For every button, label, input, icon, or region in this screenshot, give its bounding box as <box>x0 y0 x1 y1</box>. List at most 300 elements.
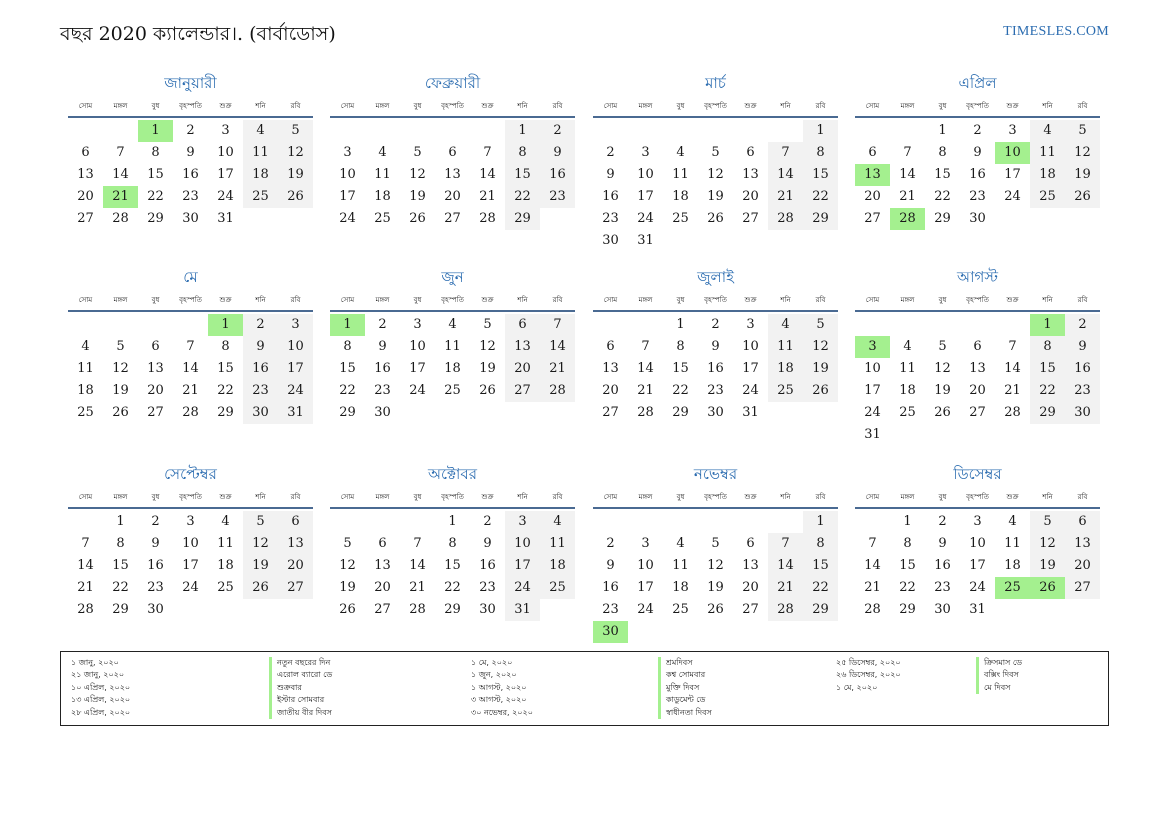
day-cell[interactable]: 11 <box>672 558 689 573</box>
day-cell[interactable]: 9 <box>938 536 947 551</box>
day-cell[interactable]: 14 <box>77 558 94 573</box>
day-cell[interactable]: 3 <box>505 511 540 533</box>
day-cell[interactable]: 1 <box>938 123 947 138</box>
day-cell[interactable]: 27 <box>147 405 164 420</box>
day-cell[interactable]: 28 <box>864 602 881 617</box>
day-cell[interactable]: 9 <box>483 536 492 551</box>
day-cell[interactable]: 13 <box>278 533 313 555</box>
day-cell[interactable]: 24 <box>969 580 986 595</box>
day-cell[interactable]: 27 <box>742 211 759 226</box>
day-cell[interactable]: 5 <box>116 339 125 354</box>
day-cell[interactable]: 11 <box>374 167 391 182</box>
day-cell[interactable]: 25 <box>672 211 689 226</box>
day-cell[interactable]: 20 <box>742 189 759 204</box>
day-cell[interactable]: 11 <box>217 536 234 551</box>
day-cell[interactable]: 10 <box>742 339 759 354</box>
day-cell[interactable]: 15 <box>444 558 461 573</box>
day-cell[interactable]: 7 <box>768 533 803 555</box>
day-cell[interactable]: 28 <box>637 405 654 420</box>
day-cell[interactable]: 9 <box>378 339 387 354</box>
day-cell[interactable]: 21 <box>899 189 916 204</box>
day-cell[interactable]: 17 <box>278 358 313 380</box>
day-cell[interactable]: 14 <box>1004 361 1021 376</box>
day-cell[interactable]: 26 <box>934 405 951 420</box>
day-cell[interactable]: 12 <box>278 142 313 164</box>
day-cell[interactable]: 22 <box>147 189 164 204</box>
day-cell-holiday[interactable]: 3 <box>855 336 890 358</box>
day-cell-holiday[interactable]: 30 <box>593 621 628 643</box>
day-cell[interactable]: 4 <box>676 536 685 551</box>
day-cell[interactable]: 20 <box>77 189 94 204</box>
day-cell[interactable]: 14 <box>864 558 881 573</box>
day-cell[interactable]: 21 <box>479 189 496 204</box>
day-cell[interactable]: 27 <box>374 602 391 617</box>
day-cell[interactable]: 30 <box>243 402 278 424</box>
day-cell[interactable]: 21 <box>1004 383 1021 398</box>
day-cell[interactable]: 27 <box>1065 577 1100 599</box>
day-cell[interactable]: 7 <box>903 145 912 160</box>
day-cell[interactable]: 17 <box>1004 167 1021 182</box>
day-cell[interactable]: 2 <box>938 514 947 529</box>
day-cell[interactable]: 14 <box>409 558 426 573</box>
day-cell[interactable]: 6 <box>81 145 90 160</box>
day-cell-holiday[interactable]: 1 <box>1030 314 1065 336</box>
day-cell[interactable]: 3 <box>1008 123 1017 138</box>
day-cell[interactable]: 23 <box>969 189 986 204</box>
day-cell[interactable]: 5 <box>711 536 720 551</box>
day-cell[interactable]: 26 <box>803 380 838 402</box>
day-cell[interactable]: 25 <box>243 186 278 208</box>
day-cell[interactable]: 28 <box>112 211 129 226</box>
day-cell[interactable]: 5 <box>278 120 313 142</box>
day-cell[interactable]: 10 <box>864 361 881 376</box>
day-cell[interactable]: 10 <box>505 533 540 555</box>
day-cell[interactable]: 30 <box>602 233 619 248</box>
day-cell[interactable]: 22 <box>803 577 838 599</box>
day-cell[interactable]: 17 <box>742 361 759 376</box>
day-cell[interactable]: 30 <box>182 211 199 226</box>
day-cell[interactable]: 19 <box>409 189 426 204</box>
day-cell-holiday[interactable]: 28 <box>890 208 925 230</box>
day-cell[interactable]: 18 <box>672 189 689 204</box>
day-cell-holiday[interactable]: 1 <box>330 314 365 336</box>
day-cell[interactable]: 12 <box>707 558 724 573</box>
day-cell[interactable]: 11 <box>1030 142 1065 164</box>
day-cell[interactable]: 10 <box>637 167 654 182</box>
day-cell[interactable]: 27 <box>602 405 619 420</box>
day-cell[interactable]: 24 <box>217 189 234 204</box>
day-cell[interactable]: 27 <box>864 211 881 226</box>
day-cell[interactable]: 5 <box>938 339 947 354</box>
day-cell[interactable]: 22 <box>339 383 356 398</box>
day-cell[interactable]: 11 <box>243 142 278 164</box>
day-cell[interactable]: 22 <box>803 186 838 208</box>
day-cell[interactable]: 29 <box>217 405 234 420</box>
day-cell[interactable]: 1 <box>448 514 457 529</box>
day-cell[interactable]: 22 <box>899 580 916 595</box>
day-cell[interactable]: 4 <box>448 317 457 332</box>
day-cell[interactable]: 2 <box>243 314 278 336</box>
day-cell[interactable]: 19 <box>1030 555 1065 577</box>
day-cell[interactable]: 9 <box>1065 336 1100 358</box>
day-cell[interactable]: 28 <box>540 380 575 402</box>
day-cell[interactable]: 16 <box>602 580 619 595</box>
day-cell[interactable]: 12 <box>409 167 426 182</box>
day-cell[interactable]: 2 <box>540 120 575 142</box>
day-cell[interactable]: 23 <box>147 580 164 595</box>
day-cell[interactable]: 15 <box>672 361 689 376</box>
day-cell[interactable]: 14 <box>540 336 575 358</box>
day-cell[interactable]: 12 <box>1065 142 1100 164</box>
day-cell[interactable]: 4 <box>903 339 912 354</box>
day-cell[interactable]: 16 <box>147 558 164 573</box>
day-cell[interactable]: 6 <box>378 536 387 551</box>
day-cell[interactable]: 31 <box>278 402 313 424</box>
day-cell[interactable]: 7 <box>483 145 492 160</box>
day-cell[interactable]: 24 <box>637 602 654 617</box>
day-cell[interactable]: 6 <box>151 339 160 354</box>
day-cell[interactable]: 12 <box>707 167 724 182</box>
day-cell[interactable]: 5 <box>1030 511 1065 533</box>
day-cell[interactable]: 3 <box>221 123 230 138</box>
day-cell[interactable]: 18 <box>1030 164 1065 186</box>
day-cell[interactable]: 4 <box>378 145 387 160</box>
day-cell[interactable]: 14 <box>112 167 129 182</box>
day-cell[interactable]: 7 <box>868 536 877 551</box>
day-cell[interactable]: 26 <box>409 211 426 226</box>
day-cell[interactable]: 30 <box>374 405 391 420</box>
day-cell[interactable]: 8 <box>221 339 230 354</box>
day-cell[interactable]: 2 <box>151 514 160 529</box>
day-cell[interactable]: 18 <box>899 383 916 398</box>
day-cell[interactable]: 25 <box>374 211 391 226</box>
day-cell[interactable]: 17 <box>339 189 356 204</box>
day-cell[interactable]: 4 <box>1008 514 1017 529</box>
day-cell[interactable]: 2 <box>973 123 982 138</box>
day-cell[interactable]: 23 <box>1065 380 1100 402</box>
day-cell[interactable]: 27 <box>505 380 540 402</box>
day-cell[interactable]: 3 <box>746 317 755 332</box>
day-cell[interactable]: 20 <box>864 189 881 204</box>
day-cell[interactable]: 28 <box>768 208 803 230</box>
day-cell[interactable]: 29 <box>899 602 916 617</box>
day-cell[interactable]: 5 <box>483 317 492 332</box>
day-cell[interactable]: 31 <box>742 405 759 420</box>
day-cell[interactable]: 15 <box>505 164 540 186</box>
day-cell[interactable]: 23 <box>707 383 724 398</box>
day-cell[interactable]: 26 <box>243 577 278 599</box>
day-cell[interactable]: 30 <box>969 211 986 226</box>
day-cell[interactable]: 17 <box>637 580 654 595</box>
day-cell-holiday[interactable]: 26 <box>1030 577 1065 599</box>
day-cell[interactable]: 7 <box>413 536 422 551</box>
day-cell[interactable]: 15 <box>147 167 164 182</box>
day-cell[interactable]: 6 <box>746 536 755 551</box>
day-cell[interactable]: 12 <box>1030 533 1065 555</box>
day-cell[interactable]: 2 <box>606 536 615 551</box>
day-cell[interactable]: 8 <box>1030 336 1065 358</box>
day-cell[interactable]: 11 <box>672 167 689 182</box>
day-cell[interactable]: 24 <box>339 211 356 226</box>
day-cell[interactable]: 29 <box>672 405 689 420</box>
day-cell[interactable]: 27 <box>742 602 759 617</box>
day-cell[interactable]: 15 <box>112 558 129 573</box>
day-cell[interactable]: 8 <box>903 536 912 551</box>
day-cell[interactable]: 29 <box>803 208 838 230</box>
day-cell[interactable]: 15 <box>803 164 838 186</box>
day-cell[interactable]: 23 <box>374 383 391 398</box>
day-cell[interactable]: 3 <box>641 145 650 160</box>
day-cell[interactable]: 7 <box>641 339 650 354</box>
day-cell[interactable]: 24 <box>864 405 881 420</box>
day-cell[interactable]: 29 <box>1030 402 1065 424</box>
day-cell[interactable]: 2 <box>1065 314 1100 336</box>
day-cell[interactable]: 18 <box>1004 558 1021 573</box>
day-cell[interactable]: 30 <box>934 602 951 617</box>
day-cell[interactable]: 28 <box>1004 405 1021 420</box>
day-cell[interactable]: 3 <box>343 145 352 160</box>
day-cell[interactable]: 23 <box>182 189 199 204</box>
day-cell[interactable]: 16 <box>374 361 391 376</box>
day-cell[interactable]: 2 <box>483 514 492 529</box>
day-cell[interactable]: 7 <box>116 145 125 160</box>
day-cell[interactable]: 14 <box>182 361 199 376</box>
site-link[interactable]: TIMESLES.COM <box>1003 24 1109 39</box>
day-cell[interactable]: 1 <box>903 514 912 529</box>
day-cell[interactable]: 13 <box>602 361 619 376</box>
day-cell[interactable]: 14 <box>479 167 496 182</box>
day-cell[interactable]: 17 <box>217 167 234 182</box>
day-cell[interactable]: 20 <box>1065 555 1100 577</box>
day-cell[interactable]: 9 <box>151 536 160 551</box>
day-cell[interactable]: 17 <box>637 189 654 204</box>
day-cell[interactable]: 10 <box>339 167 356 182</box>
day-cell[interactable]: 8 <box>116 536 125 551</box>
day-cell[interactable]: 4 <box>676 145 685 160</box>
day-cell[interactable]: 23 <box>479 580 496 595</box>
day-cell[interactable]: 13 <box>444 167 461 182</box>
day-cell[interactable]: 9 <box>606 167 615 182</box>
day-cell[interactable]: 13 <box>505 336 540 358</box>
day-cell[interactable]: 10 <box>969 536 986 551</box>
day-cell[interactable]: 6 <box>448 145 457 160</box>
day-cell[interactable]: 18 <box>243 164 278 186</box>
day-cell[interactable]: 29 <box>444 602 461 617</box>
day-cell[interactable]: 8 <box>505 142 540 164</box>
day-cell[interactable]: 17 <box>864 383 881 398</box>
day-cell[interactable]: 25 <box>540 577 575 599</box>
day-cell[interactable]: 2 <box>606 145 615 160</box>
day-cell[interactable]: 18 <box>444 361 461 376</box>
day-cell[interactable]: 9 <box>606 558 615 573</box>
day-cell[interactable]: 20 <box>969 383 986 398</box>
day-cell[interactable]: 19 <box>1065 164 1100 186</box>
day-cell[interactable]: 24 <box>182 580 199 595</box>
day-cell[interactable]: 15 <box>803 555 838 577</box>
day-cell[interactable]: 21 <box>864 580 881 595</box>
day-cell[interactable]: 21 <box>768 577 803 599</box>
day-cell[interactable]: 24 <box>742 383 759 398</box>
day-cell[interactable]: 3 <box>641 536 650 551</box>
day-cell[interactable]: 9 <box>711 339 720 354</box>
day-cell[interactable]: 28 <box>182 405 199 420</box>
day-cell[interactable]: 22 <box>444 580 461 595</box>
day-cell[interactable]: 24 <box>409 383 426 398</box>
day-cell[interactable]: 1 <box>116 514 125 529</box>
day-cell[interactable]: 21 <box>409 580 426 595</box>
day-cell[interactable]: 13 <box>77 167 94 182</box>
day-cell[interactable]: 20 <box>374 580 391 595</box>
day-cell[interactable]: 23 <box>602 602 619 617</box>
day-cell[interactable]: 16 <box>602 189 619 204</box>
day-cell[interactable]: 16 <box>934 558 951 573</box>
day-cell[interactable]: 29 <box>339 405 356 420</box>
day-cell[interactable]: 8 <box>803 533 838 555</box>
day-cell[interactable]: 13 <box>742 167 759 182</box>
day-cell[interactable]: 26 <box>339 602 356 617</box>
day-cell[interactable]: 13 <box>969 361 986 376</box>
day-cell[interactable]: 23 <box>934 580 951 595</box>
day-cell[interactable]: 26 <box>278 186 313 208</box>
day-cell[interactable]: 22 <box>672 383 689 398</box>
day-cell[interactable]: 17 <box>182 558 199 573</box>
day-cell[interactable]: 24 <box>278 380 313 402</box>
day-cell[interactable]: 22 <box>217 383 234 398</box>
day-cell[interactable]: 12 <box>112 361 129 376</box>
day-cell[interactable]: 21 <box>768 186 803 208</box>
day-cell[interactable]: 9 <box>973 145 982 160</box>
day-cell[interactable]: 6 <box>746 145 755 160</box>
day-cell[interactable]: 8 <box>803 142 838 164</box>
day-cell[interactable]: 10 <box>409 339 426 354</box>
day-cell[interactable]: 20 <box>278 555 313 577</box>
day-cell[interactable]: 13 <box>1065 533 1100 555</box>
day-cell[interactable]: 8 <box>448 536 457 551</box>
day-cell[interactable]: 19 <box>707 189 724 204</box>
day-cell[interactable]: 7 <box>186 339 195 354</box>
day-cell[interactable]: 30 <box>707 405 724 420</box>
day-cell[interactable]: 28 <box>768 599 803 621</box>
day-cell[interactable]: 6 <box>278 511 313 533</box>
day-cell[interactable]: 14 <box>637 361 654 376</box>
day-cell[interactable]: 8 <box>676 339 685 354</box>
day-cell[interactable]: 1 <box>803 511 838 533</box>
day-cell[interactable]: 19 <box>803 358 838 380</box>
day-cell[interactable]: 18 <box>217 558 234 573</box>
day-cell[interactable]: 8 <box>938 145 947 160</box>
day-cell[interactable]: 10 <box>182 536 199 551</box>
day-cell[interactable]: 4 <box>540 511 575 533</box>
day-cell[interactable]: 7 <box>768 142 803 164</box>
day-cell[interactable]: 25 <box>768 380 803 402</box>
day-cell[interactable]: 14 <box>899 167 916 182</box>
day-cell[interactable]: 19 <box>934 383 951 398</box>
day-cell[interactable]: 24 <box>637 211 654 226</box>
day-cell[interactable]: 13 <box>147 361 164 376</box>
day-cell[interactable]: 7 <box>81 536 90 551</box>
day-cell[interactable]: 5 <box>343 536 352 551</box>
day-cell[interactable]: 19 <box>339 580 356 595</box>
day-cell[interactable]: 12 <box>803 336 838 358</box>
day-cell[interactable]: 18 <box>374 189 391 204</box>
day-cell[interactable]: 16 <box>707 361 724 376</box>
day-cell[interactable]: 2 <box>711 317 720 332</box>
day-cell[interactable]: 19 <box>278 164 313 186</box>
day-cell[interactable]: 20 <box>602 383 619 398</box>
day-cell[interactable]: 6 <box>973 339 982 354</box>
day-cell[interactable]: 18 <box>768 358 803 380</box>
day-cell[interactable]: 13 <box>742 558 759 573</box>
day-cell[interactable]: 6 <box>505 314 540 336</box>
day-cell[interactable]: 16 <box>1065 358 1100 380</box>
day-cell[interactable]: 24 <box>505 577 540 599</box>
day-cell-holiday[interactable]: 10 <box>995 142 1030 164</box>
day-cell[interactable]: 20 <box>505 358 540 380</box>
day-cell[interactable]: 26 <box>707 602 724 617</box>
day-cell[interactable]: 13 <box>374 558 391 573</box>
day-cell[interactable]: 2 <box>378 317 387 332</box>
day-cell[interactable]: 3 <box>278 314 313 336</box>
day-cell[interactable]: 27 <box>278 577 313 599</box>
day-cell[interactable]: 10 <box>217 145 234 160</box>
day-cell[interactable]: 16 <box>182 167 199 182</box>
day-cell[interactable]: 29 <box>147 211 164 226</box>
day-cell[interactable]: 11 <box>444 339 461 354</box>
day-cell[interactable]: 25 <box>217 580 234 595</box>
day-cell-holiday[interactable]: 21 <box>103 186 138 208</box>
day-cell[interactable]: 23 <box>602 211 619 226</box>
day-cell[interactable]: 12 <box>243 533 278 555</box>
day-cell[interactable]: 9 <box>243 336 278 358</box>
day-cell[interactable]: 15 <box>217 361 234 376</box>
day-cell[interactable]: 12 <box>339 558 356 573</box>
day-cell[interactable]: 3 <box>413 317 422 332</box>
day-cell[interactable]: 14 <box>768 555 803 577</box>
day-cell[interactable]: 29 <box>112 602 129 617</box>
day-cell[interactable]: 22 <box>505 186 540 208</box>
day-cell[interactable]: 4 <box>243 120 278 142</box>
day-cell[interactable]: 31 <box>969 602 986 617</box>
day-cell[interactable]: 25 <box>444 383 461 398</box>
day-cell[interactable]: 10 <box>278 336 313 358</box>
day-cell-holiday[interactable]: 13 <box>855 164 890 186</box>
day-cell[interactable]: 14 <box>768 164 803 186</box>
day-cell[interactable]: 25 <box>77 405 94 420</box>
day-cell[interactable]: 16 <box>969 167 986 182</box>
day-cell[interactable]: 31 <box>637 233 654 248</box>
day-cell[interactable]: 17 <box>969 558 986 573</box>
day-cell[interactable]: 5 <box>243 511 278 533</box>
day-cell-holiday[interactable]: 25 <box>995 577 1030 599</box>
day-cell[interactable]: 9 <box>186 145 195 160</box>
day-cell[interactable]: 31 <box>864 427 881 442</box>
day-cell[interactable]: 1 <box>676 317 685 332</box>
day-cell[interactable]: 5 <box>1065 120 1100 142</box>
day-cell[interactable]: 29 <box>505 208 540 230</box>
day-cell[interactable]: 23 <box>243 380 278 402</box>
day-cell[interactable]: 4 <box>1030 120 1065 142</box>
day-cell[interactable]: 25 <box>899 405 916 420</box>
day-cell[interactable]: 15 <box>339 361 356 376</box>
day-cell[interactable]: 27 <box>969 405 986 420</box>
day-cell[interactable]: 3 <box>973 514 982 529</box>
day-cell[interactable]: 29 <box>934 211 951 226</box>
day-cell[interactable]: 20 <box>444 189 461 204</box>
day-cell[interactable]: 26 <box>707 211 724 226</box>
day-cell[interactable]: 27 <box>77 211 94 226</box>
day-cell[interactable]: 21 <box>77 580 94 595</box>
day-cell[interactable]: 18 <box>77 383 94 398</box>
